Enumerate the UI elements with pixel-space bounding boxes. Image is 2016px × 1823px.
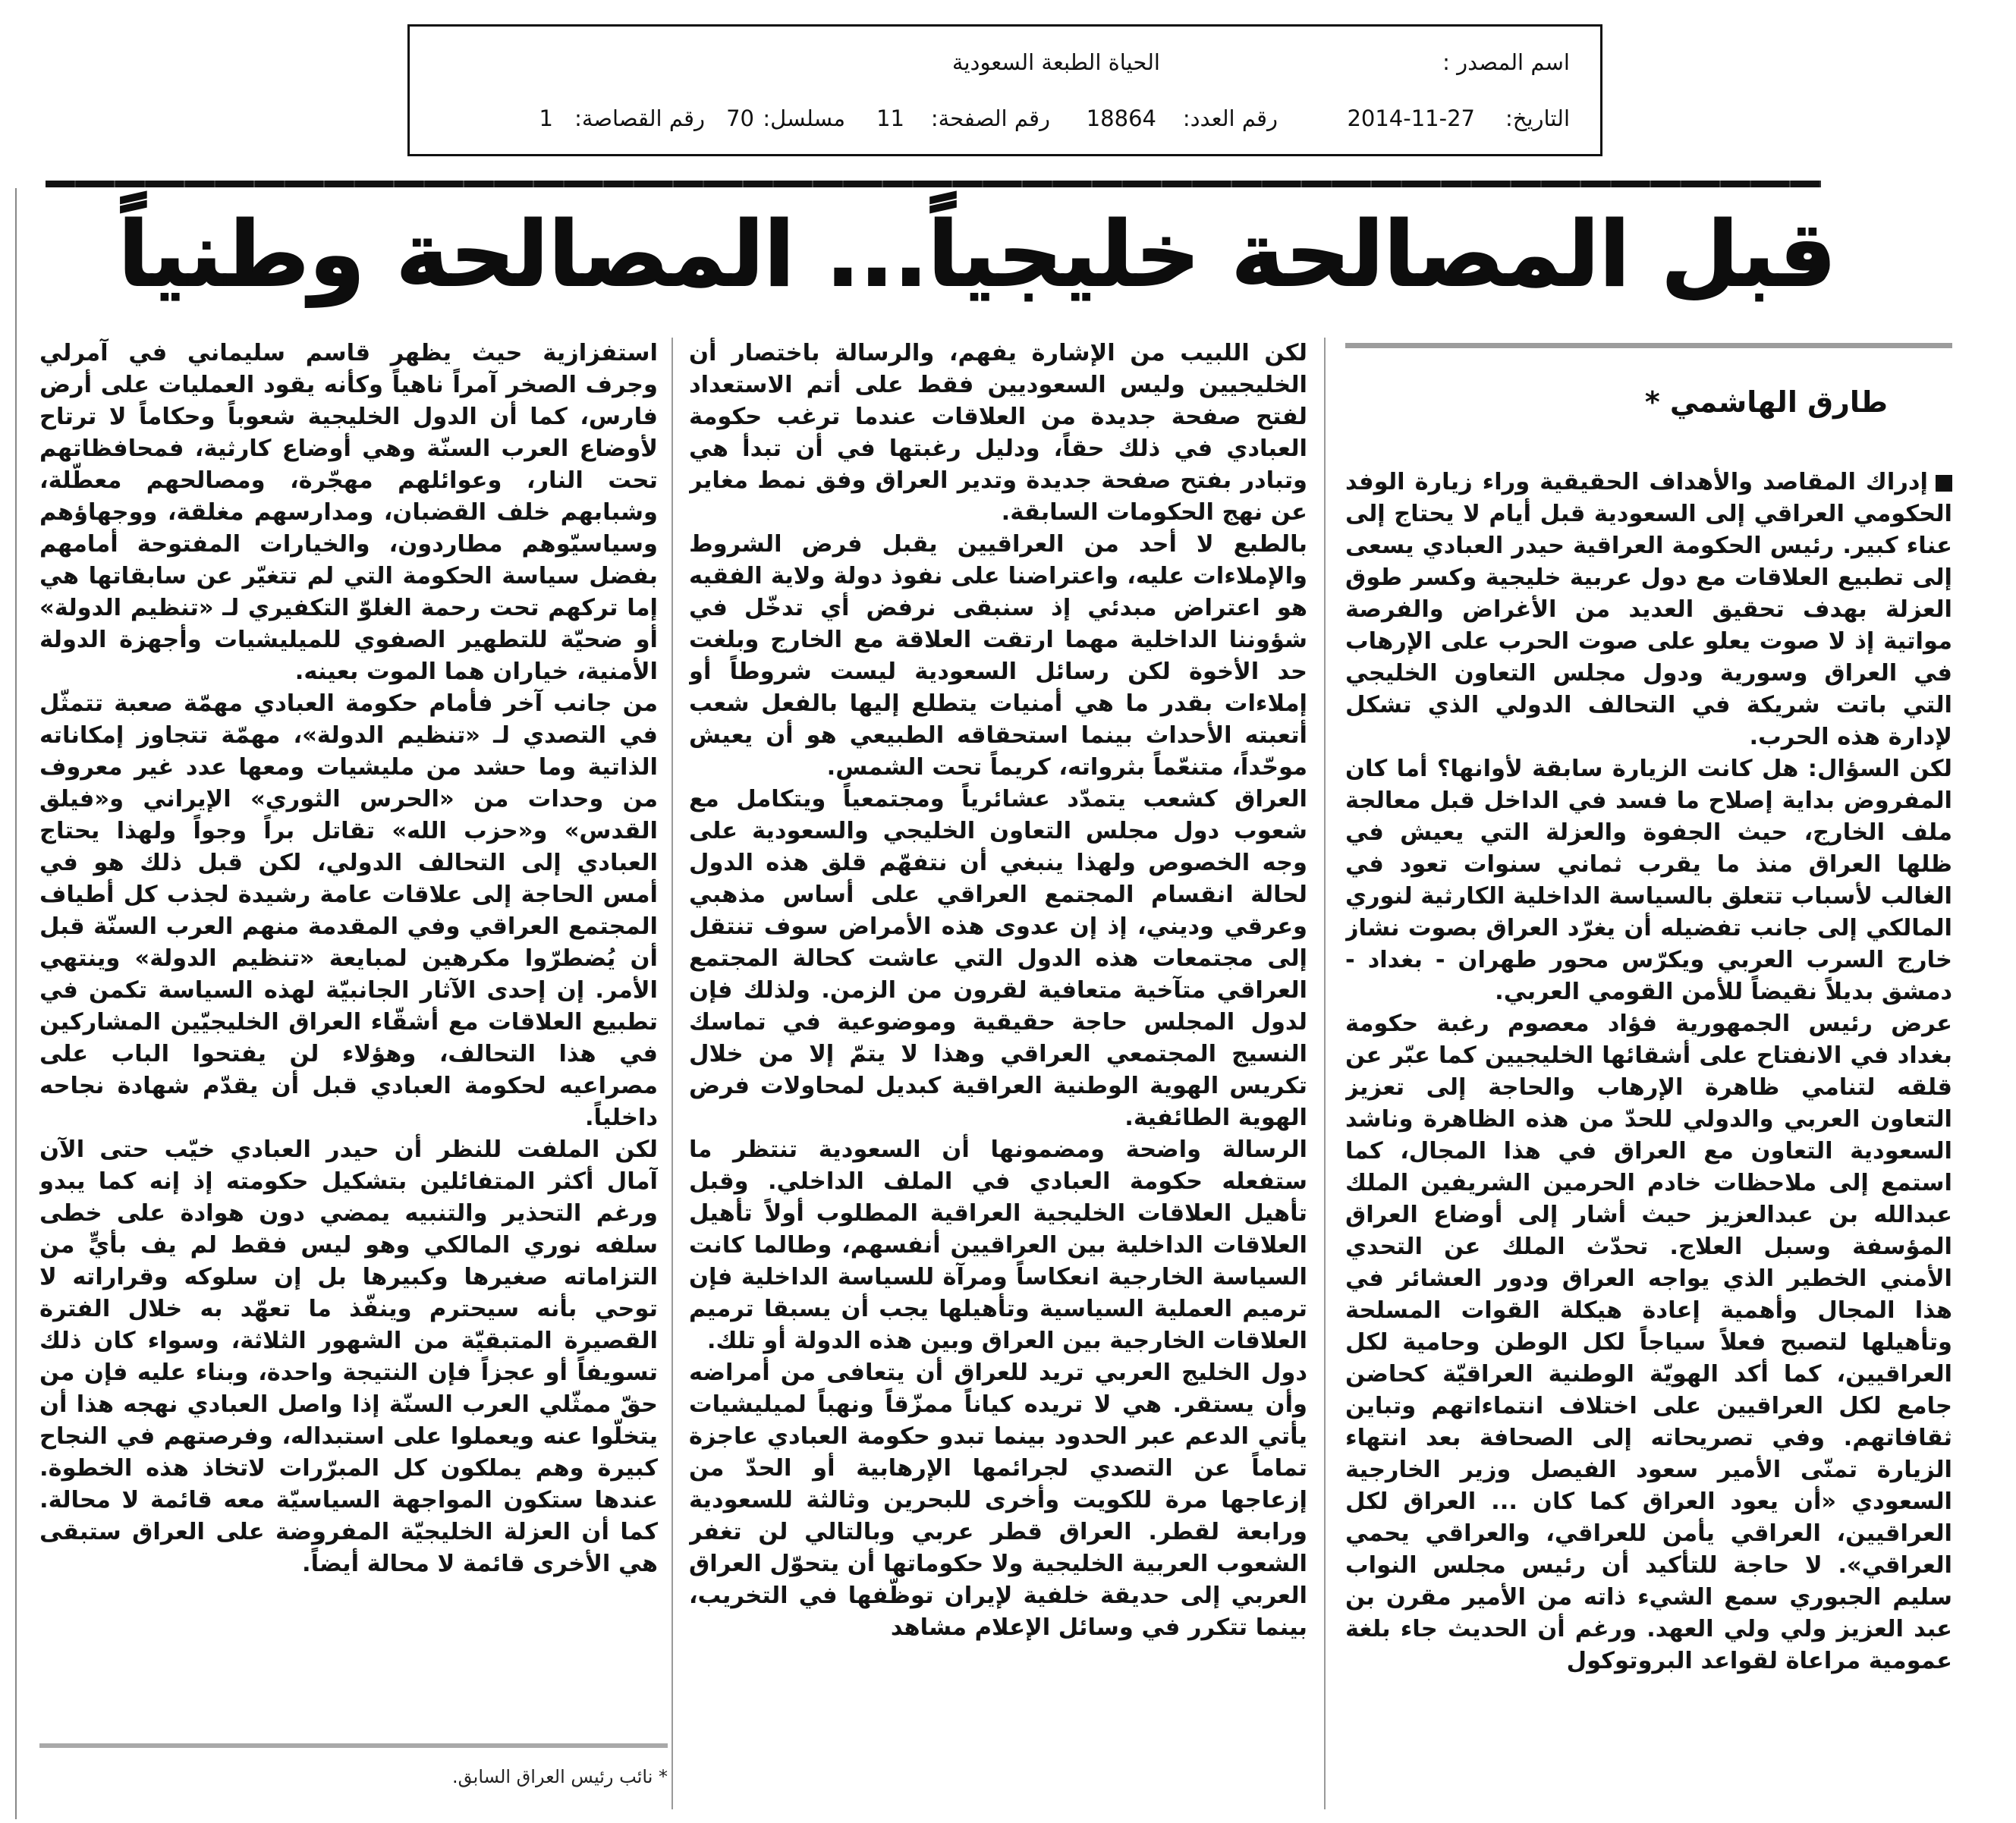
page-label: رقم الصفحة:	[930, 105, 1050, 131]
issue-label: رقم العدد:	[1182, 105, 1278, 131]
paragraph: لكن السؤال: هل كانت الزيارة سابقة لأوانها؟ أما كان المفروض بداية إصلاح ما فسد في الداخل قبل معالجة ملف الخارج، حيث الجفوة والعزلة التي يعيش في ظلها العراق منذ ما يقرب ثماني سنوات تعود في الغالب لأسباب تتعلق بالسياسة الداخلية الكارثية لنوري المالكي إلى جانب تفضيله أن يغرّد العراق بصوت نشاز خارج السرب العربي ويكرّس محور طهران - بغداد - دمشق بديلاً نقيضاً للأمن القومي العربي.	[1345, 756, 1952, 1005]
paragraph: لكن اللبيب من الإشارة يفهم، والرسالة باختصار أن الخليجيين وليس السعوديين فقط على أتم الاستعداد لفتح صفحة جديدة من العلاقات عندما ترغب حكومة العبادي في ذلك حقاً، ودليل رغبتها في أن تبدأ هي وتبادر بفتح صفحة جديدة وتدير العراق وفق نمط مغاير عن نهج الحكومات السابقة.	[689, 340, 1307, 526]
date-value: 2014-11-27	[1347, 105, 1475, 131]
serial-value: 70	[726, 105, 754, 131]
paragraph: دول الخليج العربي تريد للعراق أن يتعافى من أمراضه وأن يستقر. هي لا تريده كياناً ممزّقاً ونهباً لميليشيات يأتي الدعم عبر الحدود بينما تبدو حكومة العبادي عاجزة تماماً عن التصدي لجرائمها الإرهابية أو الحدّ من إزعاجها مرة للكويت وأخرى للبحرين وثالثة للسعودية ورابعة لقطر. العراق قطر عربي وبالتالي لن تغفر الشعوب العربية الخليجية ولا حكوماتها أن يتحوّل العراق العربي إلى حديقة خلفية لإيران توظّفها في التخريب، بينما تتكرر في وسائل الإعلام مشاهد	[689, 1359, 1307, 1641]
paragraph-text: إدراك المقاصد والأهداف الحقيقية وراء زيارة الوفد الحكومي العراقي إلى السعودية قبل أيام لا يحتاج إلى عناء كبير. رئيس الحكومة العراقية حيدر العبادي يسعى إلى تطبيع العلاقات مع دول عربية خليجية وكسر طوق العزلة بهدف تحقيق العديد من الأغراض والفرصة مواتية إذ لا صوت يعلو على صوت الحرب على الإرهاب في العراق وسورية ودول مجلس التعاون الخليجي التي باتت شريكة في التحالف الدولي الذي تشكل لإدارة هذه الحرب.	[1345, 469, 1952, 750]
article-column-2	[689, 338, 1307, 1821]
masthead-rule	[46, 181, 1821, 187]
date-label: التاريخ:	[1505, 105, 1570, 131]
paragraph: استفزازية حيث يظهر قاسم سليماني في آمرلي وجرف الصخر آمراً ناهياً وكأنه يقود العمليات على أرض فارس، كما أن الدول الخليجية شعوباً وحكاماً لا ترتاح لأوضاع العرب السنّة وهي أوضاع كارثية، فمحافظاتهم تحت النار، وعوائلهم مهجّرة، ومصالحهم معطّلة، وشبابهم خلف القضبان، ومدارسهم مغلقة، ووجهاؤهم وسياسيّوهم مطاردون، والخيارات المفتوحة أمامهم بفضل سياسة الحكومة التي لم تتغيّر عن سابقاتها هي إما تركهم تحت رحمة الغلوّ التكفيري لـ «تنظيم الدولة» أو ضحيّة للتطهير الصفوي للميليشيات وأجهزة الدولة الأمنية، خياران هما الموت بعينه.	[39, 340, 658, 685]
paragraph	[1345, 467, 1952, 753]
column-separator	[671, 338, 673, 1809]
clipping-value: 1	[539, 105, 553, 131]
source-row	[440, 43, 1570, 81]
paragraph: من جانب آخر فأمام حكومة العبادي مهمّة صعبة تتمثّل في التصدي لـ «تنظيم الدولة»، مهمّة تتجاوز إمكاناته الذاتية وما حشد من مليشيات ومعها عدد غير معروف من وحدات من «الحرس الثوري» الإيراني و«فيلق القدس» و«حزب الله» تقاتل براً وجواً ولهذا يحتاج العبادي إلى التحالف الدولي، لكن قبل ذلك هو في أمس الحاجة إلى علاقات عامة رشيدة لجذب كل أطياف المجتمع العراقي وفي المقدمة منهم العرب السنّة قبل أن يُضطرّوا مكرهين لمبايعة «تنظيم الدولة» وينتهي الأمر. إن إحدى الآثار الجانبيّة لهذه السياسة تكمن في تطبيع العلاقات مع أشقّاء العراق الخليجيّين المشاركين في هذا التحالف، وهؤلاء لن يفتحوا الباب على مصراعيه لحكومة العبادي قبل أن يقدّم شهادة نجاحه داخلياً.	[39, 690, 658, 1131]
issue-value: 18864	[1086, 105, 1156, 131]
paragraph: عرض رئيس الجمهورية فؤاد معصوم رغبة حكومة بغداد في الانفتاح على أشقائها الخليجيين كما عبّر عن قلقه لتنامي ظاهرة الإرهاب والحاجة إلى تعزيز التعاون العربي والدولي للحدّ من هذه الظاهرة وناشد السعودية التعاون مع العراق في هذا المجال، كما استمع إلى ملاحظات خادم الحرمين الشريفين الملك عبدالله بن عبدالعزيز حيث أشار إلى أوضاع العراق المؤسفة وسبل العلاج. تحدّث الملك عن التحدي الأمني الخطير الذي يواجه العراق ودور العشائر في هذا المجال وأهمية إعادة هيكلة القوات المسلحة وتأهيلها لتصبح فعلاً سياجاً لكل الوطن وحامية لكل العراقيين، كما أكد الهويّة الوطنية العراقيّة كحاضن جامع لكل العراقيين على اختلاف انتماءاتهم وتباين ثقافاتهم. وفي تصريحاته إلى الصحافة بعد انتهاء الزيارة تمنّى الأمير سعود الفيصل وزير الخارجية السعودي «أن يعود العراق كما كان ... العراق لكل العراقيين، العراقي يأمن للعراقي، والعراقي يحمي العراقي». لا حاجة للتأكيد أن رئيس مجلس النواب سليم الجبوري سمع الشيء ذاته من الأمير مقرن بن عبد العزيز ولي ولي العهد. ورغم أن الحديث جاء بلغة عمومية مراعاة لقواعد البروتوكول	[1345, 1011, 1952, 1674]
paragraph-marker-icon	[1936, 475, 1952, 492]
paragraph: لكن الملفت للنظر أن حيدر العبادي خيّب حتى الآن آمال أكثر المتفائلين بتشكيل حكومته إذ إنه كما يبدو ورغم التحذير والتنبيه يمضي دون هوادة على خطى سلفه نوري المالكي وهو ليس فقط لم يف بأيٍّ من التزاماته صغيرها وكبيرها بل إن سلوكه وقراراته لا توحي بأنه سيحترم وينفّذ ما تعهّد به خلال الفترة القصيرة المتبقيّة من الشهور الثلاثة، وسواء كان ذلك تسويفاً أو عجزاً فإن النتيجة واحدة، وبناء عليه فإن من حقّ ممثّلي العرب السنّة إذا واصل العبادي نهجه هذا أن يتخلّوا عنه ويعملوا على استبداله، وفرصتهم في النجاح كبيرة وهم يملكون كل المبرّرات لاتخاذ هذه الخطوة. عندها ستكون المواجهة السياسيّة معه قائمة لا محالة. كما أن العزلة الخليجيّة المفروضة على العراق ستبقى هي الأخرى قائمة لا محالة أيضاً.	[39, 1136, 658, 1577]
paragraph: العراق كشعب يتمدّد عشائرياً ومجتمعياً ويتكامل مع شعوب دول مجلس التعاون الخليجي والسعودية على وجه الخصوص ولهذا ينبغي أن نتفهّم قلق هذه الدول لحالة انقسام المجتمع العراقي على أساس مذهبي وعرقي وديني، إذ إن عدوى هذه الأمراض سوف تنتقل إلى مجتمعات هذه الدول التي عاشت كحالة المجتمع العراقي متآخية متعافية لقرون من الزمن. ولذلك فإن لدول المجلس حاجة حقيقية وموضوعية في تماسك النسيج المجتمعي العراقي وهذا لا يتمّ إلا من خلال تكريس الهوية الوطنية العراقية كبديل لمحاولات فرض الهوية الطائفية.	[689, 786, 1307, 1131]
page-edge-rule	[15, 188, 17, 1819]
article-headline: قبل المصالحة خليجياً... المصالحة وطنياً	[118, 202, 1836, 306]
author-name: طارق الهاشمي *	[1644, 385, 1888, 419]
source-label: اسم المصدر :	[1442, 49, 1570, 75]
paragraph: بالطبع لا أحد من العراقيين يقبل فرض الشروط والإملاءات عليه، واعتراضنا على نفوذ دولة ولاية الفقيه هو اعتراض مبدئي إذ سنبقى نرفض أي تدخّل في شؤوننا الداخلية مهما ارتقت العلاقة مع الخارج وبلغت حد الأخوة لكن رسائل السعودية ليست شروطاً أو إملاءات بقدر ما هي أمنيات يتطلع إليها بالفعل شعب أتعبته الأحداث بينما استحقاقه الطبيعي هو أن يعيش موحّداً، متنعّماً بثرواته، كريماً تحت الشمس.	[689, 531, 1307, 781]
source-info-box	[407, 24, 1602, 156]
serial-label: مسلسل:	[763, 105, 845, 131]
source-name: الحياة الطبعة السعودية	[951, 49, 1160, 75]
author-byline	[1345, 383, 1952, 421]
column-separator	[1324, 338, 1326, 1809]
author-footnote: * نائب رئيس العراق السابق.	[452, 1766, 668, 1787]
byline-rule	[1345, 343, 1952, 348]
article-column-3	[39, 338, 658, 1733]
paragraph: الرسالة واضحة ومضمونها أن السعودية تنتظر ما ستفعله حكومة العبادي في الملف الداخلي. وقبل تأهيل العلاقات الخليجية العراقية المطلوب أولاً تأهيل العلاقات الداخلية بين العراقيين أنفسهم، وطالما كانت السياسة الخارجية انعكاساً ومرآة للسياسة الداخلية فإن ترميم العملية السياسية وتأهيلها يجب أن يسبقا ترميم العلاقات الخارجية بين العراق وبين هذه الدولة أو تلك.	[689, 1136, 1307, 1354]
metadata-row	[440, 99, 1570, 137]
page-value: 11	[876, 105, 904, 131]
footnote-rule	[39, 1743, 668, 1748]
article-column-1	[1345, 467, 1952, 1821]
clipping-label: رقم القصاصة:	[574, 105, 705, 131]
